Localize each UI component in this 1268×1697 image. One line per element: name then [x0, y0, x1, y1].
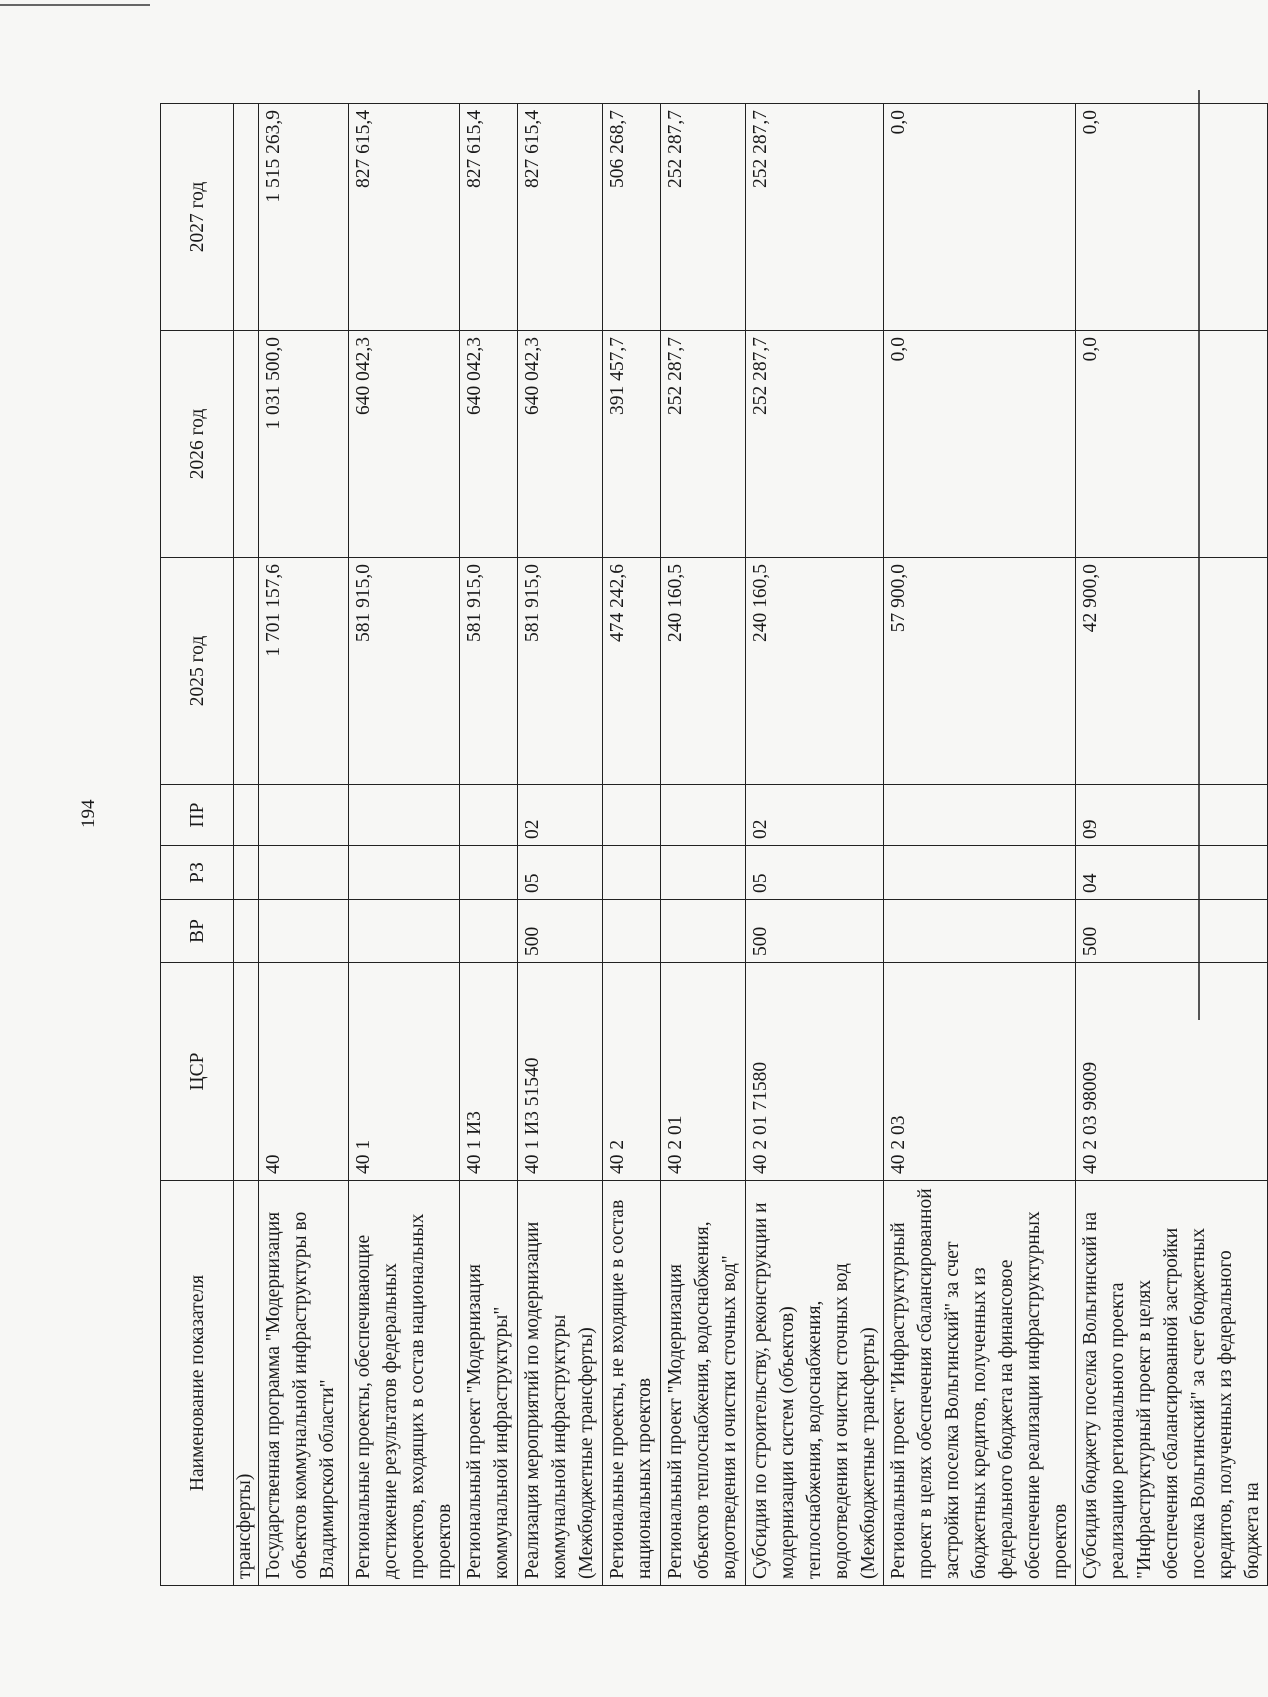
cell-2026: 640 042,3 — [518, 331, 603, 558]
cell-pr: 09 — [1076, 785, 1268, 846]
cell-2025: 581 915,0 — [460, 558, 518, 785]
cell-csr: 40 2 03 98009 — [1076, 963, 1268, 1181]
cell-2027: 0,0 — [884, 104, 1076, 331]
cell-2027: 252 287,7 — [746, 104, 884, 331]
cell-2025: 240 160,5 — [746, 558, 884, 785]
cell-csr: 40 2 — [603, 963, 661, 1181]
cell-2026 — [234, 331, 259, 558]
header-row — [161, 104, 234, 1586]
budget-table — [160, 103, 1268, 1586]
cell-2025: 240 160,5 — [661, 558, 746, 785]
rotated-table-container — [160, 104, 1263, 1586]
cell-2027: 827 615,4 — [349, 104, 460, 331]
cell-vr: 500 — [746, 900, 884, 963]
cell-rz — [349, 846, 460, 900]
cell-rz — [661, 846, 746, 900]
cell-csr: 40 1 И3 — [460, 963, 518, 1181]
cell-csr: 40 1 — [349, 963, 460, 1181]
header-rz: РЗ — [161, 846, 234, 900]
cell-vr: 500 — [518, 900, 603, 963]
cell-name: Реализация мероприятий по модернизации коммунальной инфраструктуры (Межбюджетные трансферты) — [518, 1181, 603, 1586]
cell-csr: 40 2 01 — [661, 963, 746, 1181]
scan-edge-line — [0, 4, 150, 6]
table-row — [603, 104, 661, 1586]
cell-2027: 827 615,4 — [518, 104, 603, 331]
cell-rz: 05 — [746, 846, 884, 900]
cell-name: Региональные проекты, не входящие в состав национальных проектов — [603, 1181, 661, 1586]
cell-pr — [884, 785, 1076, 846]
cell-2027: 1 515 263,9 — [259, 104, 349, 331]
header-csr: ЦСР — [161, 963, 234, 1181]
table-row — [661, 104, 746, 1586]
cell-csr: 40 2 01 71580 — [746, 963, 884, 1181]
cell-vr — [234, 900, 259, 963]
table-row — [1076, 104, 1268, 1586]
cell-pr — [661, 785, 746, 846]
cell-csr: 40 1 И3 51540 — [518, 963, 603, 1181]
table-row — [234, 104, 259, 1586]
cell-pr — [259, 785, 349, 846]
cell-vr: 500 — [1076, 900, 1268, 963]
cell-2026: 0,0 — [884, 331, 1076, 558]
cell-rz — [234, 846, 259, 900]
cell-rz — [460, 846, 518, 900]
cell-2026: 1 031 500,0 — [259, 331, 349, 558]
cell-2026: 252 287,7 — [661, 331, 746, 558]
cell-name: Региональный проект "Модернизация объектов теплоснабжения, водоснабжения, водоотведения и очистки сточных вод" — [661, 1181, 746, 1586]
cell-vr — [661, 900, 746, 963]
cell-2026: 640 042,3 — [349, 331, 460, 558]
cell-2027 — [234, 104, 259, 331]
cell-rz: 04 — [1076, 846, 1268, 900]
cell-pr: 02 — [518, 785, 603, 846]
cell-vr — [603, 900, 661, 963]
cell-2025: 474 242,6 — [603, 558, 661, 785]
cell-rz — [603, 846, 661, 900]
cell-2025: 1 701 157,6 — [259, 558, 349, 785]
cell-name: Субсидия по строительству, реконструкции и модернизации систем (объектов) теплоснабжения, водоснабжения, водоотведения и очистки сточных вод (Межбюджетные трансферты) — [746, 1181, 884, 1586]
cell-name: Региональные проекты, обеспечивающие достижение результатов федеральных проектов, входящих в состав национальных проектов — [349, 1181, 460, 1586]
table-row — [349, 104, 460, 1586]
header-name: Наименование показателя — [161, 1181, 234, 1586]
cell-name: трансферты) — [234, 1181, 259, 1586]
cell-csr: 40 2 03 — [884, 963, 1076, 1181]
cell-name: Региональный проект "Модернизация коммунальной инфраструктуры" — [460, 1181, 518, 1586]
header-2026: 2026 год — [161, 331, 234, 558]
header-pr: ПР — [161, 785, 234, 846]
cell-2025: 581 915,0 — [518, 558, 603, 785]
page-number: 194 — [78, 799, 99, 828]
cell-2027: 252 287,7 — [661, 104, 746, 331]
cell-pr — [234, 785, 259, 846]
cell-2027: 0,0 — [1076, 104, 1268, 331]
cell-vr — [349, 900, 460, 963]
cell-2026: 0,0 — [1076, 331, 1268, 558]
cell-2025: 581 915,0 — [349, 558, 460, 785]
table-row — [460, 104, 518, 1586]
cell-pr: 02 — [746, 785, 884, 846]
header-2027: 2027 год — [161, 104, 234, 331]
cell-2026: 252 287,7 — [746, 331, 884, 558]
cell-2025: 57 900,0 — [884, 558, 1076, 785]
cell-2027: 827 615,4 — [460, 104, 518, 331]
cell-vr — [884, 900, 1076, 963]
cell-2027: 506 268,7 — [603, 104, 661, 331]
cell-name: Государственная программа "Модернизация объектов коммунальной инфраструктуры во Владимирской области" — [259, 1181, 349, 1586]
cell-rz — [259, 846, 349, 900]
cell-rz — [884, 846, 1076, 900]
table-row — [518, 104, 603, 1586]
cell-2025: 42 900,0 — [1076, 558, 1268, 785]
cell-csr — [234, 963, 259, 1181]
cell-rz: 05 — [518, 846, 603, 900]
cell-pr — [603, 785, 661, 846]
cell-2025 — [234, 558, 259, 785]
cell-vr — [460, 900, 518, 963]
header-2025: 2025 год — [161, 558, 234, 785]
header-vr: ВР — [161, 900, 234, 963]
cell-name: Субсидия бюджету поселка Вольгинский на реализацию регионального проекта "Инфраструктурный проект в целях обеспечения сбалансированной застройки поселка Вольгинский" за счет бюджетных кредитов, полученных из федерального бюджета на — [1076, 1181, 1268, 1586]
cell-2026: 640 042,3 — [460, 331, 518, 558]
cell-csr: 40 — [259, 963, 349, 1181]
cell-pr — [460, 785, 518, 846]
cell-name: Региональный проект "Инфраструктурный проект в целях обеспечения сбалансированной застройки поселка Вольгинский" за счет бюджетных кредитов, полученных из федерального бюджета на финансовое обеспечение реализации инфраструктурных проектов — [884, 1181, 1076, 1586]
table-row — [259, 104, 349, 1586]
cell-2026: 391 457,7 — [603, 331, 661, 558]
table-row — [884, 104, 1076, 1586]
cell-pr — [349, 785, 460, 846]
table-row — [746, 104, 884, 1586]
cell-vr — [259, 900, 349, 963]
